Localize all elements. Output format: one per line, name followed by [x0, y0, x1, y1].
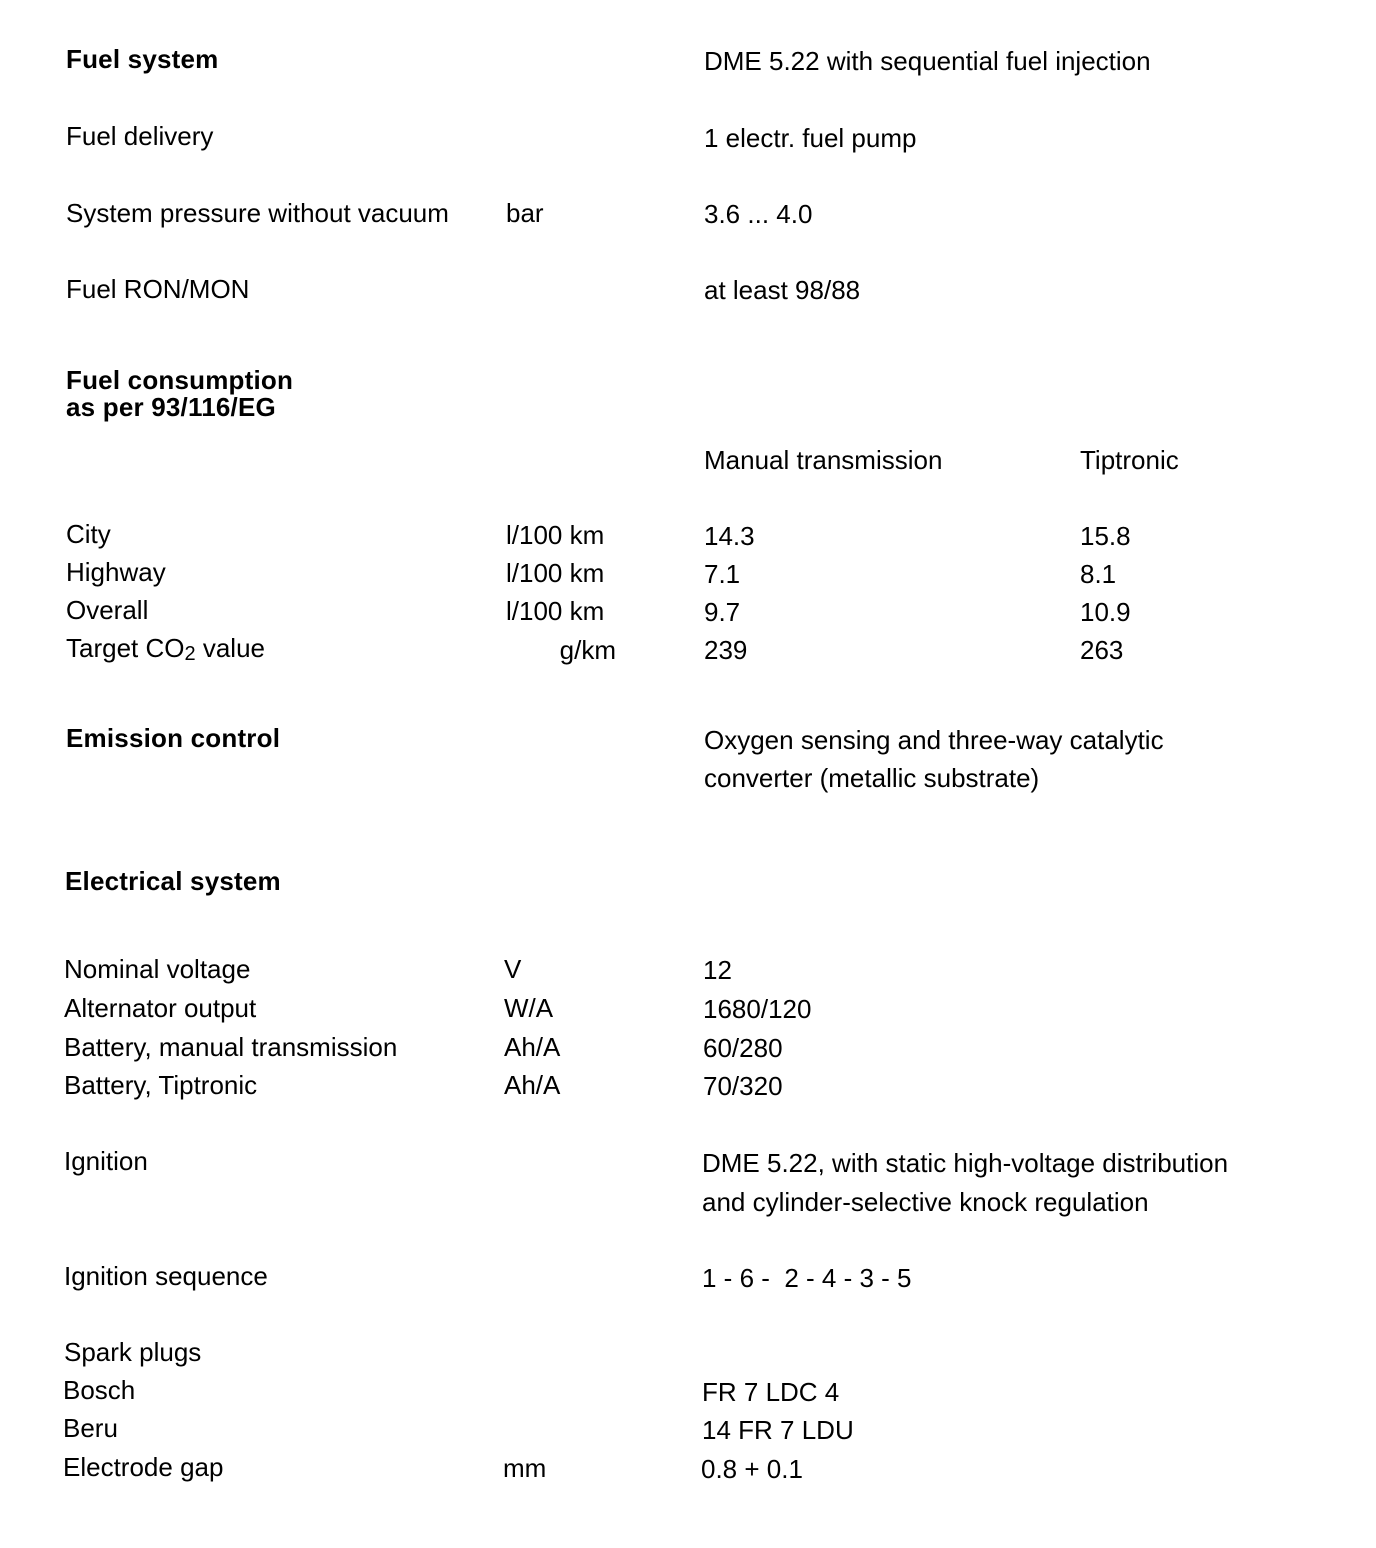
ignition-value-line1: DME 5.22, with static high-voltage distribution [702, 1148, 1229, 1178]
emission-control-value-line1: Oxygen sensing and three-way catalytic [704, 725, 1164, 755]
electrode-gap-unit: mm [503, 1453, 547, 1483]
fuel-delivery-label: Fuel delivery [66, 121, 214, 151]
electrical-system-heading: Electrical system [65, 866, 281, 896]
consumption-overall-label: Overall [66, 595, 149, 625]
ignition-value-line2: and cylinder-selective knock regulation [702, 1187, 1149, 1217]
battery-tiptronic-label: Battery, Tiptronic [64, 1070, 258, 1100]
fuel-delivery-value: 1 electr. fuel pump [704, 123, 917, 153]
alternator-output-unit: W/A [504, 993, 554, 1023]
nominal-voltage-value: 12 [703, 955, 732, 985]
electrode-gap-value: 0.8 + 0.1 [701, 1454, 803, 1484]
consumption-co2-label [66, 633, 266, 665]
fuel-ron-mon-value: at least 98/88 [704, 275, 861, 305]
battery-manual-value: 60/280 [703, 1033, 783, 1063]
nominal-voltage-label: Nominal voltage [64, 954, 251, 984]
fuel-system-heading: Fuel system [66, 44, 219, 74]
consumption-co2-tiptronic: 263 [1080, 635, 1124, 665]
battery-manual-label: Battery, manual transmission [64, 1032, 398, 1062]
spark-plugs-label: Spark plugs [64, 1337, 202, 1367]
consumption-overall-tiptronic: 10.9 [1080, 597, 1131, 627]
consumption-city-tiptronic: 15.8 [1080, 521, 1131, 551]
fuel-consumption-heading-sub: as per 93/116/EG [66, 392, 276, 422]
system-pressure-unit: bar [506, 198, 544, 228]
consumption-highway-manual: 7.1 [704, 559, 741, 589]
consumption-highway-label: Highway [66, 557, 166, 587]
battery-tiptronic-unit: Ah/A [504, 1070, 561, 1100]
spark-plug-beru-value: 14 FR 7 LDU [702, 1415, 854, 1445]
battery-manual-unit: Ah/A [504, 1032, 561, 1062]
fuel-ron-mon-label: Fuel RON/MON [66, 274, 250, 304]
ignition-label: Ignition [64, 1146, 148, 1176]
spark-plug-bosch-value: FR 7 LDC 4 [702, 1377, 840, 1407]
consumption-city-unit: l/100 km [506, 520, 605, 550]
col-header-manual: Manual transmission [704, 445, 943, 475]
emission-control-value-line2: converter (metallic substrate) [704, 763, 1040, 793]
nominal-voltage-unit: V [504, 954, 522, 984]
fuel-consumption-heading: Fuel consumption [66, 365, 294, 395]
co2-label-suffix: value [195, 633, 266, 663]
spark-plug-beru-label: Beru [63, 1413, 118, 1443]
consumption-co2-unit: g/km [559, 635, 616, 665]
spark-plug-bosch-label: Bosch [63, 1375, 136, 1405]
col-header-tiptronic: Tiptronic [1080, 445, 1179, 475]
system-pressure-label: System pressure without vacuum [66, 198, 449, 228]
battery-tiptronic-value: 70/320 [703, 1071, 783, 1101]
co2-label-prefix: Target CO [66, 633, 185, 663]
consumption-city-manual: 14.3 [704, 521, 755, 551]
consumption-overall-unit: l/100 km [506, 596, 605, 626]
electrode-gap-label: Electrode gap [63, 1452, 224, 1482]
consumption-city-label: City [66, 519, 111, 549]
ignition-sequence-value: 1 - 6 - 2 - 4 - 3 - 5 [702, 1263, 912, 1293]
consumption-highway-unit: l/100 km [506, 558, 605, 588]
ignition-sequence-label: Ignition sequence [64, 1261, 268, 1291]
alternator-output-value: 1680/120 [703, 994, 812, 1024]
consumption-co2-manual: 239 [704, 635, 748, 665]
consumption-overall-manual: 9.7 [704, 597, 741, 627]
co2-subscript: 2 [184, 643, 196, 665]
system-pressure-value: 3.6 ... 4.0 [704, 199, 813, 229]
fuel-system-value: DME 5.22 with sequential fuel injection [704, 46, 1151, 76]
emission-control-heading: Emission control [66, 723, 281, 753]
consumption-highway-tiptronic: 8.1 [1080, 559, 1117, 589]
alternator-output-label: Alternator output [64, 993, 257, 1023]
